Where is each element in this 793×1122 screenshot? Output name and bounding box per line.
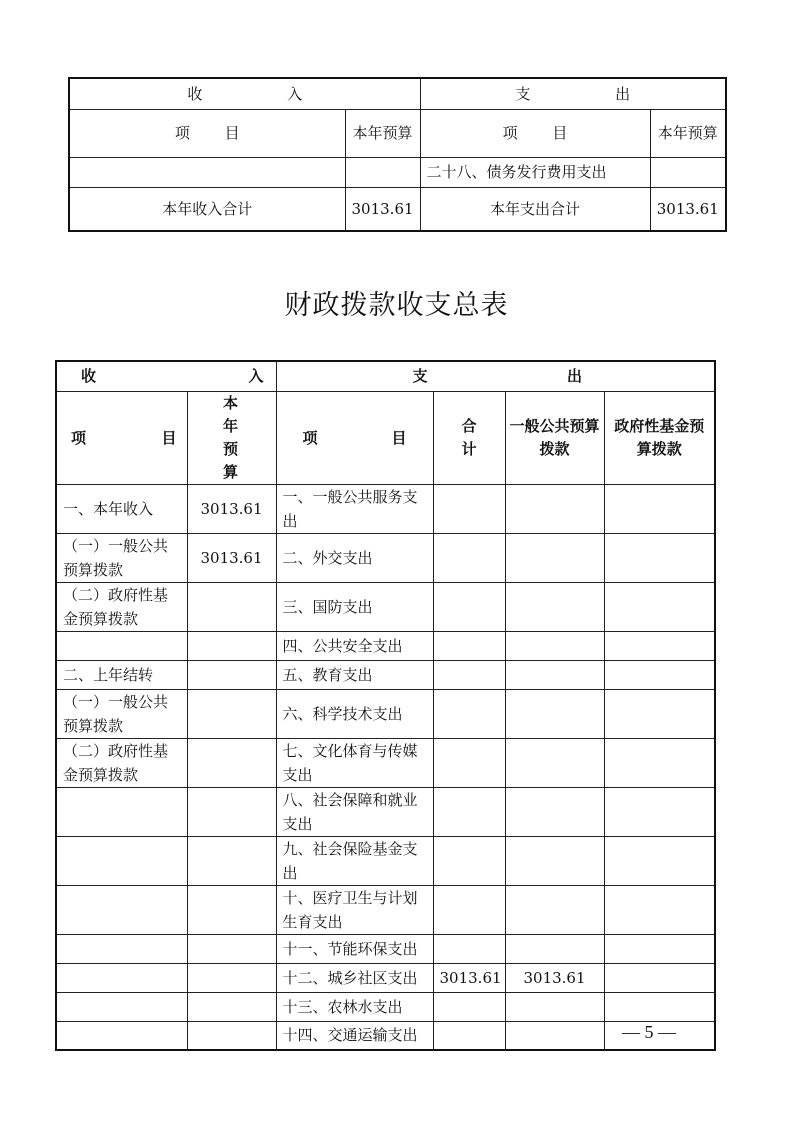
table-row [56, 631, 715, 660]
income-item: 一、本年收入 [56, 484, 187, 533]
total-value: 3013.61 [433, 963, 505, 992]
income-value [187, 787, 276, 836]
fund-value [604, 992, 715, 1021]
total-value [433, 885, 505, 934]
expense-total-value: 3013.61 [650, 187, 726, 231]
page-number: — 5 — [622, 1022, 676, 1042]
expense-item: 二十八、债务发行费用支出 [420, 157, 650, 187]
income-value [345, 157, 420, 187]
col-item-right: 目 [391, 428, 407, 447]
total-value [433, 660, 505, 689]
page-title: 财政拨款收支总表 [284, 290, 509, 321]
fund-value [604, 484, 715, 533]
general-value [505, 787, 604, 836]
general-value [505, 992, 604, 1021]
expense-header-right: 出 [567, 367, 583, 386]
col-budget-income: 本年预算 [345, 109, 420, 157]
expense-item: 十二、城乡社区支出 [276, 963, 433, 992]
table-row [69, 187, 726, 231]
fund-value [604, 934, 715, 963]
income-item [56, 934, 187, 963]
general-value [505, 631, 604, 660]
expense-item: 九、社会保险基金支出 [276, 836, 433, 885]
table-row [56, 934, 715, 963]
total-value [433, 1021, 505, 1050]
income-total-label: 本年收入合计 [69, 187, 345, 231]
fund-value [604, 582, 715, 631]
income-value [187, 992, 276, 1021]
general-value [505, 738, 604, 787]
income-item [56, 992, 187, 1021]
income-item: （二）政府性基金预算拨款 [56, 738, 187, 787]
income-item: （二）政府性基金预算拨款 [56, 582, 187, 631]
total-value [433, 582, 505, 631]
expense-item: 十、医疗卫生与计划生育支出 [276, 885, 433, 934]
expense-item: 三、国防支出 [276, 582, 433, 631]
col-budget-expense: 本年预算 [650, 109, 726, 157]
expense-item: 五、教育支出 [276, 660, 433, 689]
income-header-right: 入 [248, 367, 264, 386]
general-value [505, 689, 604, 738]
fund-value [604, 885, 715, 934]
general-value [505, 836, 604, 885]
expense-item: 六、科学技术支出 [276, 689, 433, 738]
expense-header [276, 361, 715, 391]
expense-item: 十三、农林水支出 [276, 992, 433, 1021]
expense-item: 一、一般公共服务支出 [276, 484, 433, 533]
table-row [56, 885, 715, 934]
table-row [56, 787, 715, 836]
table-row [56, 1021, 715, 1050]
income-value: 3013.61 [187, 533, 276, 582]
fund-value [604, 631, 715, 660]
table-row [56, 660, 715, 689]
fiscal-appropriation-summary-table [55, 360, 716, 1051]
income-item [56, 885, 187, 934]
income-value [187, 689, 276, 738]
income-header: 收 入 [69, 78, 420, 109]
expense-item: 二、外交支出 [276, 533, 433, 582]
expense-value [650, 157, 726, 187]
income-value [187, 963, 276, 992]
general-value [505, 1021, 604, 1050]
income-value [187, 934, 276, 963]
table-row [69, 157, 726, 187]
table-row [56, 836, 715, 885]
expense-total-label: 本年支出合计 [420, 187, 650, 231]
fund-value [604, 533, 715, 582]
income-value [187, 660, 276, 689]
col-item-right: 目 [161, 428, 177, 447]
total-value [433, 787, 505, 836]
income-value [187, 738, 276, 787]
table-row [56, 484, 715, 533]
income-header-left: 收 [81, 367, 97, 386]
general-value [505, 660, 604, 689]
income-header [56, 361, 276, 391]
general-value [505, 484, 604, 533]
col-item-left: 项 [302, 428, 318, 447]
table-row [56, 963, 715, 992]
total-value [433, 934, 505, 963]
general-value [505, 934, 604, 963]
income-item [69, 157, 345, 187]
income-value [187, 631, 276, 660]
col-item-income [56, 391, 187, 484]
col-budget: 本 年 预 算 [187, 391, 276, 484]
total-value [433, 836, 505, 885]
income-item [56, 1021, 187, 1050]
fund-value [604, 787, 715, 836]
income-value: 3013.61 [187, 484, 276, 533]
table-row [56, 533, 715, 582]
col-item-expense: 项 目 [420, 109, 650, 157]
total-value [433, 738, 505, 787]
expense-item: 十四、交通运输支出 [276, 1021, 433, 1050]
col-item-left: 项 [71, 428, 87, 447]
income-total-value: 3013.61 [345, 187, 420, 231]
col-item-expense [276, 391, 433, 484]
fund-value [604, 963, 715, 992]
total-value [433, 533, 505, 582]
table-row [56, 738, 715, 787]
expense-item: 八、社会保障和就业支出 [276, 787, 433, 836]
col-fund-budget: 政府性基金预算拨款 [604, 391, 715, 484]
income-item [56, 787, 187, 836]
table-row [56, 689, 715, 738]
expense-header-left: 支 [412, 367, 428, 386]
income-item [56, 836, 187, 885]
budget-summary-continuation-table [68, 77, 727, 232]
general-value [505, 582, 604, 631]
col-item-income: 项 目 [69, 109, 345, 157]
total-value [433, 484, 505, 533]
expense-item: 四、公共安全支出 [276, 631, 433, 660]
total-value [433, 631, 505, 660]
total-value [433, 689, 505, 738]
col-total: 合 计 [433, 391, 505, 484]
fund-value [604, 660, 715, 689]
general-value [505, 533, 604, 582]
income-item: （一）一般公共预算拨款 [56, 533, 187, 582]
income-value [187, 582, 276, 631]
income-value [187, 885, 276, 934]
table-row [56, 992, 715, 1021]
fund-value [604, 738, 715, 787]
expense-item: 十一、节能环保支出 [276, 934, 433, 963]
general-value [505, 885, 604, 934]
total-value [433, 992, 505, 1021]
col-general-budget: 一般公共预算拨款 [505, 391, 604, 484]
income-value [187, 1021, 276, 1050]
fund-value [604, 689, 715, 738]
expense-item: 七、文化体育与传媒支出 [276, 738, 433, 787]
table-row [56, 582, 715, 631]
income-value [187, 836, 276, 885]
income-item [56, 963, 187, 992]
income-item [56, 631, 187, 660]
income-item: （一）一般公共预算拨款 [56, 689, 187, 738]
general-value: 3013.61 [505, 963, 604, 992]
fund-value [604, 836, 715, 885]
income-item: 二、上年结转 [56, 660, 187, 689]
expense-header: 支 出 [420, 78, 726, 109]
